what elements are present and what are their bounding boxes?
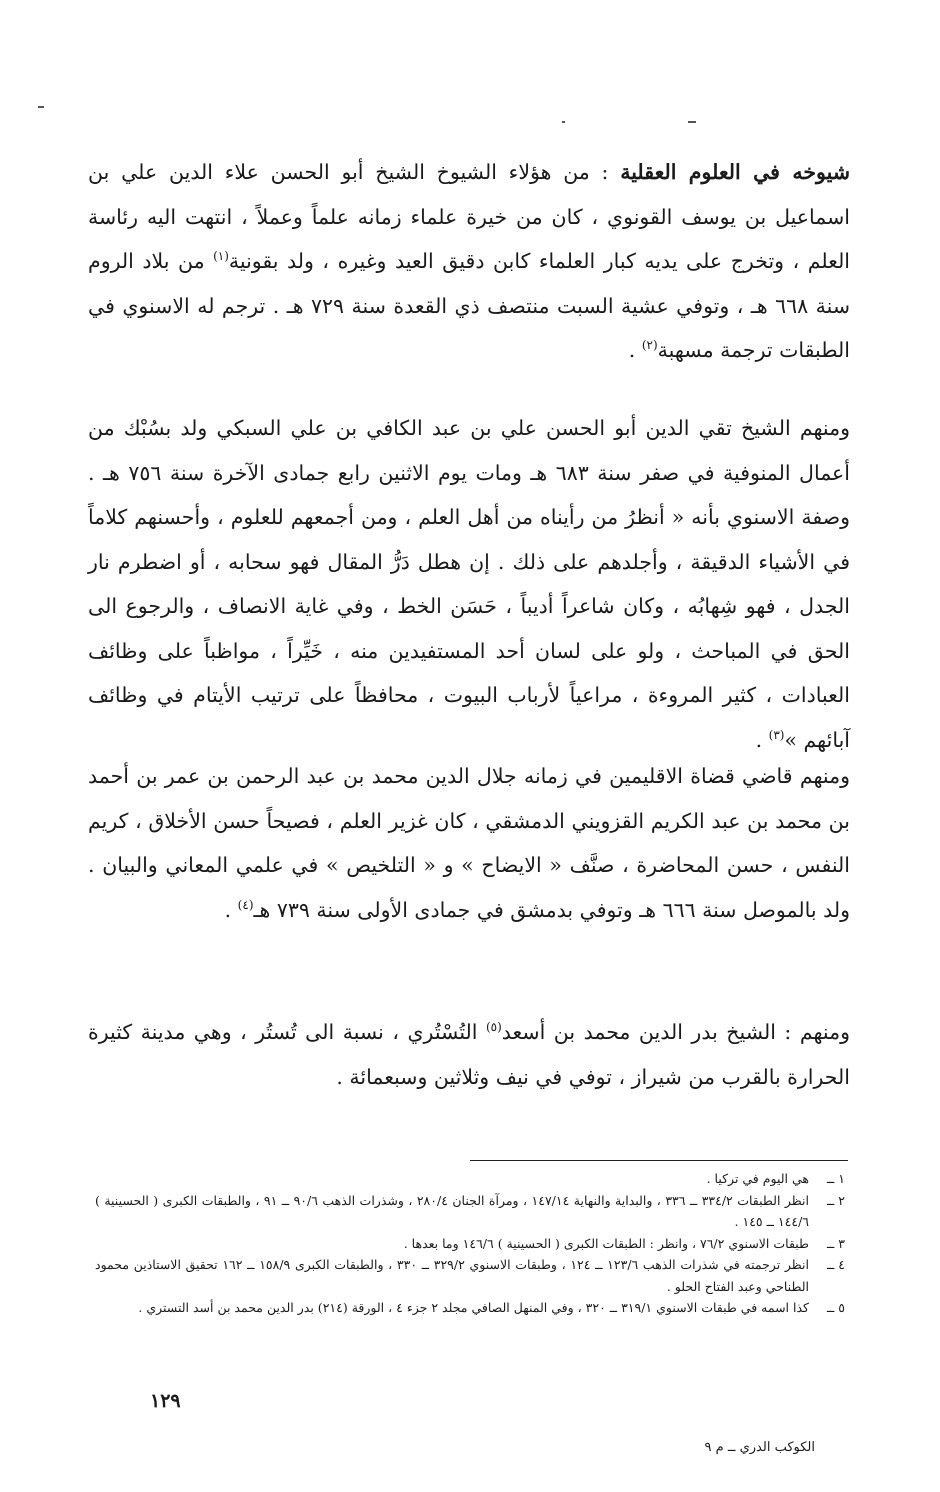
- paragraph-4: ومنهم : الشيخ بدر الدين محمد بن أسعد$^{(٥)}$ التُسْتُري ، نسبة الى تُستُر ، وهي مدينة كثيرة الحرارة بالقرب من شيراز ، توفي في نيف وثلاثين وسبعمائة .: [88, 1020, 850, 1089]
- paragraph-1: شيوخه في العلوم العقلية : من هؤلاء الشيوخ الشيخ أبو الحسن علاء الدين علي بن اسماعيل بن يوسف القونوي ، كان من خيرة علماء زمانه علماً وعملاً ، انتهت اليه رئاسة العلم ، وتخرج على يديه كبار العلماء كابن دقيق العيد وغيره ، ولد بقونية$^{(١)}$ من بلاد الروم سنة ٦٦٨ هـ ، وتوفي عشية السبت منتصف ذي القعدة سنة ٧٢٩ هـ . ترجم له الاسنوي في الطبقات ترجمة مسهبة$^{(٢)}$ .: [88, 160, 851, 362]
- footnote-ref: (٣): [768, 727, 785, 742]
- footnote: ٣ ــ طبقات الاسنوي ٧٦/٢ ، وانظر : الطبقات الكبرى ( الحسينية ) ١٤٦/٦ وما بعدها .: [403, 1235, 845, 1251]
- footnote-ref: (٤): [237, 897, 254, 912]
- scan-speck: [688, 121, 696, 123]
- signature-mark: الكوكب الدري ــ م ٩: [704, 1440, 815, 1455]
- footnote-ref: (٥): [485, 1020, 502, 1035]
- footnote: ٥ ــ كذا اسمه في طبقات الاسنوي ٣١٩/١ ــ ٣٢٠ ، وفي المنهل الصافي مجلد ٢ جزء ٤ ، الورقة (٢١٤) بدر الدين محمد بن أسد التستري .: [138, 1300, 845, 1315]
- section-heading: شيوخه في العلوم العقلية: [620, 160, 850, 184]
- footnote: ٢ ــ انظر الطبقات ٣٣٤/٢ ــ ٣٣٦ ، والبداية والنهاية ١٤٧/١٤ ، ومرآة الجنان ٢٨٠/٤ ، وشذرات الذهب ٩٠/٦ ــ ٩١ ، والطبقات الكبرى ( الحسينية ) ١٤٤/٦ ــ ١٤٥ .: [95, 1192, 845, 1229]
- page-number: ١٢٩: [150, 1390, 181, 1412]
- paragraph-3: ومنهم قاضي قضاة الاقليمين في زمانه جلال الدين محمد بن عبد الرحمن بن عمر بن أحمد بن محمد بن عبد الكريم القزويني الدمشقي ، كان غزير العلم ، فصيحاً حسن الأخلاق ، كريم النفس ، حسن المحاضرة ، صنَّف « الايضاح » و « التلخيص » في علمي المعاني والبيان . ولد بالموصل سنة ٦٦٦ هـ وتوفي بدمشق في جمادى الأولى سنة ٧٣٩ هـ$^{(٤)}$ .: [88, 764, 850, 922]
- footnote: ٤ ــ انظر ترجمته في شذرات الذهب ١٢٣/٦ ــ ١٢٤ ، وطبقات الاسنوي ٣٢٩/٢ ــ ٣٣٠ ، والطبقات الكبرى ١٥٨/٩ ــ ١٦٢ تحقيق الاستاذين محمود الطناحي وعبد الفتاح الحلو .: [95, 1257, 845, 1294]
- paragraph-2: ومنهم الشيخ تقي الدين أبو الحسن علي بن عبد الكافي بن علي السبكي ولد بسُبْك من أعمال المنوفية في صفر سنة ٦٨٣ هـ ومات يوم الاثنين رابع جمادى الآخرة سنة ٧٥٦ هـ . وصفة الاسنوي بأنه « أنظرُ من رأيناه من أهل العلم ، ومن أجمعهم للعلوم ، وأحسنهم كلاماً في الأشياء الدقيقة ، وأجلدهم على ذلك . إن هطل دَرُّ المقال فهو سحابه ، أو اضطرم نار الجدل ، فهو شِهابُه ، وكان شاعراً أديباً ، حَسَن الخط ، وفي غاية الانصاف ، والرجوع الى الحق في المباحث ، ولو على لسان أحد المستفيدين منه ، خَيِّراً ، مواظباً على وظائف العبادات ، كثير المروءة ، مراعياً لأرباب البيوت ، محافظاً على ترتيب الأيتام في وظائف آبائهم »$^{(٣)}$ .: [88, 416, 850, 752]
- footnote-ref: (١): [213, 249, 229, 264]
- footnote-separator: [470, 1160, 848, 1161]
- footnote: ١ ــ هي اليوم في تركيا .: [706, 1171, 845, 1186]
- scan-speck: [38, 106, 44, 108]
- footnotes: [95, 1168, 845, 1319]
- footnote-ref: (٢): [641, 338, 658, 353]
- scan-speck: [562, 121, 565, 123]
